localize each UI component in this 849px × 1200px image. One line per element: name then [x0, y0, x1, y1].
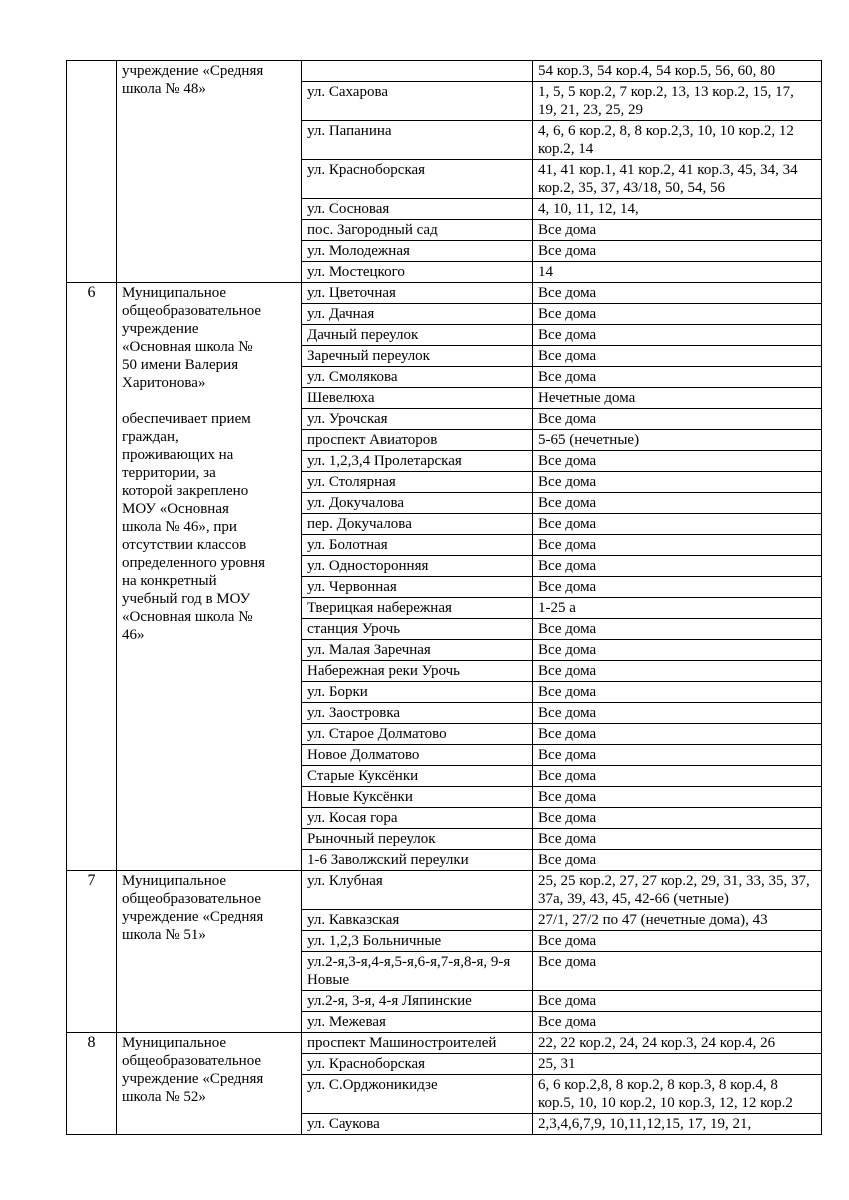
street-name: Старые Куксёнки [302, 766, 533, 787]
table-row [67, 1033, 822, 1054]
street-name: Рыночный переулок [302, 829, 533, 850]
house-numbers: Все дома [533, 409, 822, 430]
street-name: пос. Загородный сад [302, 220, 533, 241]
house-numbers: Все дома [533, 514, 822, 535]
street-name: ул. Сахарова [302, 82, 533, 121]
street-name: ул. Цветочная [302, 283, 533, 304]
school-name: Муниципальное общеобразовательное учреждение «Основная школа № 50 имени Валерия Харитонова» [122, 285, 262, 391]
house-numbers: Все дома [533, 703, 822, 724]
street-name: Дачный переулок [302, 325, 533, 346]
house-numbers: Все дома [533, 556, 822, 577]
school-zones-table [66, 60, 822, 1135]
group-number [67, 61, 117, 283]
house-numbers: Все дома [533, 991, 822, 1012]
table-row [67, 283, 822, 304]
house-numbers: 54 кор.3, 54 кор.4, 54 кор.5, 56, 60, 80 [533, 61, 822, 82]
street-name: пер. Докучалова [302, 514, 533, 535]
street-name: Заречный переулок [302, 346, 533, 367]
group-number: 7 [67, 871, 117, 1033]
house-numbers: 25, 25 кор.2, 27, 27 кор.2, 29, 31, 33, 35, 37, 37а, 39, 43, 45, 42-66 (четные) [533, 871, 822, 910]
street-name [302, 61, 533, 82]
street-name: 1-6 Заволжский переулки [302, 850, 533, 871]
house-numbers: 25, 31 [533, 1054, 822, 1075]
street-name: ул. Косая гора [302, 808, 533, 829]
house-numbers: Все дома [533, 829, 822, 850]
street-name: Новые Куксёнки [302, 787, 533, 808]
street-name: ул. Червонная [302, 577, 533, 598]
street-name: ул. Смолякова [302, 367, 533, 388]
street-name: ул. 1,2,3,4 Пролетарская [302, 451, 533, 472]
street-name: проспект Авиаторов [302, 430, 533, 451]
school-name: Муниципальное общеобразовательное учреждение «Средняя школа № 52» [122, 1035, 264, 1105]
school-cell [117, 871, 302, 1033]
school-name: Муниципальное общеобразовательное учреждение «Средняя школа № 51» [122, 873, 264, 943]
street-name: ул. Красноборская [302, 160, 533, 199]
school-cell [117, 61, 302, 283]
house-numbers: Все дома [533, 682, 822, 703]
street-name: ул. Молодежная [302, 241, 533, 262]
document-page [66, 60, 821, 1135]
house-numbers: 14 [533, 262, 822, 283]
street-name: ул. Мостецкого [302, 262, 533, 283]
house-numbers: Все дома [533, 619, 822, 640]
house-numbers: Все дома [533, 952, 822, 991]
house-numbers: Все дома [533, 304, 822, 325]
school-name: учреждение «Средняя школа № 48» [122, 63, 264, 97]
house-numbers: 41, 41 кор.1, 41 кор.2, 41 кор.3, 45, 34, 34 кор.2, 35, 37, 43/18, 50, 54, 56 [533, 160, 822, 199]
street-name: ул. Докучалова [302, 493, 533, 514]
house-numbers: 1-25 а [533, 598, 822, 619]
street-name: ул. Заостровка [302, 703, 533, 724]
house-numbers: Все дома [533, 1012, 822, 1033]
house-numbers: Все дома [533, 472, 822, 493]
house-numbers: Все дома [533, 661, 822, 682]
house-numbers: 4, 10, 11, 12, 14, [533, 199, 822, 220]
house-numbers: Все дома [533, 724, 822, 745]
school-admission-note: обеспечивает прием граждан, проживающих на территории, за которой закреплено МОУ «Основная школа № 46», при отсутствии классов определенного уровня на конкретный учебный год в МОУ «Основная школа № 46» [122, 411, 266, 643]
house-numbers: Все дома [533, 808, 822, 829]
house-numbers: 1, 5, 5 кор.2, 7 кор.2, 13, 13 кор.2, 15, 17, 19, 21, 23, 25, 29 [533, 82, 822, 121]
street-name: ул. С.Орджоникидзе [302, 1075, 533, 1114]
house-numbers: Все дома [533, 535, 822, 556]
street-name: ул. Урочская [302, 409, 533, 430]
house-numbers: Все дома [533, 220, 822, 241]
street-name: ул. Папанина [302, 121, 533, 160]
street-name: ул. Межевая [302, 1012, 533, 1033]
house-numbers: Все дома [533, 850, 822, 871]
house-numbers: Нечетные дома [533, 388, 822, 409]
house-numbers: Все дома [533, 451, 822, 472]
street-name: Шевелюха [302, 388, 533, 409]
house-numbers: Все дома [533, 745, 822, 766]
street-name: ул. Клубная [302, 871, 533, 910]
street-name: ул. Старое Долматово [302, 724, 533, 745]
street-name: ул.2-я, 3-я, 4-я Ляпинские [302, 991, 533, 1012]
house-numbers: Все дома [533, 577, 822, 598]
house-numbers: 27/1, 27/2 по 47 (нечетные дома), 43 [533, 910, 822, 931]
table-row [67, 871, 822, 910]
house-numbers: Все дома [533, 787, 822, 808]
house-numbers: 4, 6, 6 кор.2, 8, 8 кор.2,3, 10, 10 кор.2, 12 кор.2, 14 [533, 121, 822, 160]
house-numbers: Все дома [533, 367, 822, 388]
street-name: ул. Красноборская [302, 1054, 533, 1075]
street-name: ул. Односторонняя [302, 556, 533, 577]
group-number: 8 [67, 1033, 117, 1135]
house-numbers: Все дома [533, 640, 822, 661]
street-name: ул.2-я,3-я,4-я,5-я,6-я,7-я,8-я, 9-я Новые [302, 952, 533, 991]
street-name: ул. Сосновая [302, 199, 533, 220]
school-cell [117, 1033, 302, 1135]
house-numbers: Все дома [533, 241, 822, 262]
table-row [67, 61, 822, 82]
street-name: Новое Долматово [302, 745, 533, 766]
house-numbers: 22, 22 кор.2, 24, 24 кор.3, 24 кор.4, 26 [533, 1033, 822, 1054]
street-name: Тверицкая набережная [302, 598, 533, 619]
house-numbers: Все дома [533, 346, 822, 367]
house-numbers: Все дома [533, 766, 822, 787]
note-spacer [122, 392, 296, 410]
house-numbers: 6, 6 кор.2,8, 8 кор.2, 8 кор.3, 8 кор.4, 8 кор.5, 10, 10 кор.2, 10 кор.3, 12, 12 кор.2 [533, 1075, 822, 1114]
street-name: ул. Малая Заречная [302, 640, 533, 661]
street-name: ул. 1,2,3 Больничные [302, 931, 533, 952]
street-name: ул. Борки [302, 682, 533, 703]
street-name: ул. Столярная [302, 472, 533, 493]
house-numbers: Все дома [533, 493, 822, 514]
street-name: станция Урочь [302, 619, 533, 640]
street-name: ул. Саукова [302, 1114, 533, 1135]
street-name: ул. Болотная [302, 535, 533, 556]
street-name: ул. Кавказская [302, 910, 533, 931]
street-name: Набережная реки Урочь [302, 661, 533, 682]
group-number: 6 [67, 283, 117, 871]
house-numbers: Все дома [533, 283, 822, 304]
house-numbers: 2,3,4,6,7,9, 10,11,12,15, 17, 19, 21, [533, 1114, 822, 1135]
table-body [67, 61, 822, 1135]
house-numbers: 5-65 (нечетные) [533, 430, 822, 451]
street-name: ул. Дачная [302, 304, 533, 325]
house-numbers: Все дома [533, 931, 822, 952]
street-name: проспект Машиностроителей [302, 1033, 533, 1054]
school-cell [117, 283, 302, 871]
house-numbers: Все дома [533, 325, 822, 346]
